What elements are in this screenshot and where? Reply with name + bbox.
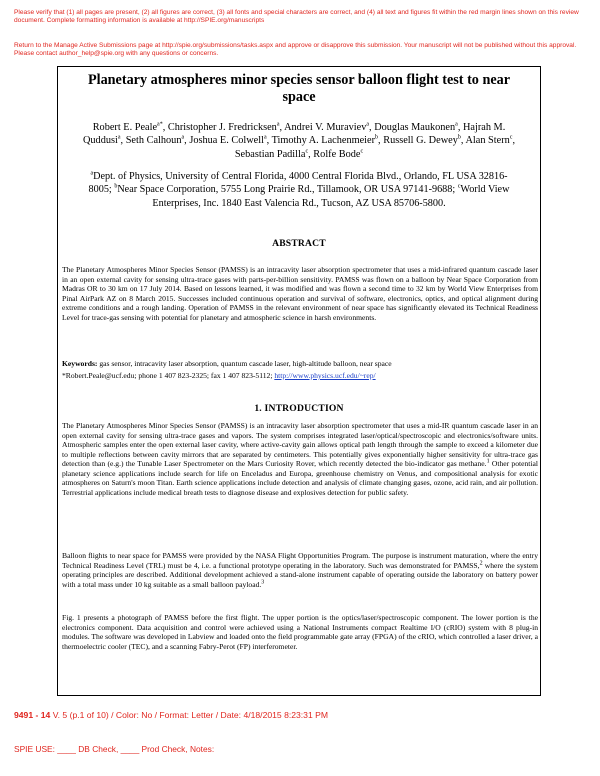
author-affiliation-mark: a	[181, 134, 185, 141]
affiliation-text: World View Enterprises, Inc. 1840 East Valencia Rd., Tucson, AZ USA 85706-5800.	[152, 184, 510, 209]
paper-title: Planetary atmospheres minor species sensor balloon flight test to near space	[87, 72, 511, 105]
author-list: Robert E. Peale$^{a*}$, Christopher J. Fredricksen$^a$, Andrei V. Muraviev$^a$, Douglas Maukonen$^a$, Hajrah M. Quddusi$^a$, Seth Calhoun$^a$, Joshua E. Colwell$^a$, Timothy A. Lachenmeier$^b$, Russell G. Dewey$^b$, Alan Stern$^c$, Sebastian Padilla$^c$, Rolfe Bode$^c$	[82, 121, 516, 160]
author-name: Sebastian Padilla	[234, 148, 306, 160]
intro-p1-text-a: The Planetary Atmospheres Minor Species Sensor (PAMSS) is an intracavity laser absorption spectrometer that uses a mid-IR quantum cascade laser in an open external cavity for sensing ultra-trace gases and vapors. The system comprises integrated laser/optical/spectroscopic and electronics/software units. Atmospheric samples enter the open external laser cavity, where active-cavity gain allows optical path length through the sample to exceed a kilometer due to multiple reflections between cavity mirrors that are separated by centimeters. This potentially gives exponentially higher sensitivity for ultra-trace gas detection than (e.g.) the Tunable Laser Spectrometer on the Mars Curiosity Rover, which recently detected the bio-indicator gas methane.	[62, 421, 538, 469]
author-affiliation-mark: c	[509, 134, 513, 141]
keywords-text: gas sensor, intracavity laser absorption, quantum cascade laser, high-altitude balloon, near space	[97, 359, 392, 368]
intro-paragraph-1	[62, 421, 538, 497]
spie-use-footer: SPIE USE: ____ DB Check, ____ Prod Check, Notes:	[14, 744, 215, 754]
abstract-text: The Planetary Atmospheres Minor Species Sensor (PAMSS) is an intracavity laser absorption spectrometer that uses a mid-infrared quantum cascade laser in an open external cavity for sensing ultra-trace gases with parts-per-billion sensitivity. PAMSS was flown on a balloon by Near Space Corporation from Madras OR to 30 km on 17 July 2014. Based on lessons learned, it was modified and was flown a second time to 32 km by World View Enterprises from Pinal AirPark AZ on 8 March 2015. Successes included continuous operation and survival of software, electronics, optics, and optical alignment during extreme conditions and a rough landing. Operation of PAMSS in the relevant environment of near space has significantly elevated its Technical Readiness Level for trace-gas sensing with potential for planetary and atmospheric science in harsh environments.	[62, 265, 538, 322]
intro-p1-text-b: Other potential planetary science applications include search for life on Enceladus and Europa, greenhouse chemistry on Venus, and compositional analysis for exotic atmospheres on Saturn's moon Titan. Earth science applications include detection and analysis of climate changing gases, ozone, acid rain, and air pollution. Terrestrial applications include medical breath tests to diagnose disease and explosives detection for public safety.	[62, 459, 538, 497]
approval-notice: Return to the Manage Active Submissions page at http://spie.org/submissions/tasks.aspx and approve or disapprove this submission. Your manuscript will not be published without this approval. Please contact author_help@spie.org with any questions or concerns.	[14, 42, 577, 58]
author-name: Timothy A. Lachenmeier	[271, 135, 376, 147]
author-name: Andrei V. Muraviev	[284, 122, 367, 133]
affiliation-text: Near Space Corporation, 5755 Long Prairie Rd., Tillamook, OR USA 97141-9688;	[117, 184, 458, 196]
author-affiliation-mark: a	[455, 121, 458, 128]
submission-info: V. 5 (p.1 of 10) / Color: No / Format: Letter / Date: 4/18/2015 8:23:31 PM	[50, 710, 329, 720]
affiliations	[57, 170, 541, 210]
intro-paragraph-3: Fig. 1 presents a photograph of PAMSS before the first flight. The upper portion is the optics/laser/spectroscopic component. The lower portion is the electronics component. Data acquisition and control were achieved using a National Instruments compact Realtime I/O (cRIO) system with 8 plug-in modules. The software was developed in Labview and loaded onto the field programmable gate array (FPGA) of the cRIO, which controlled a laser driver, a thermoelectric cooler (TEC), and a scanning Fabry-Perot (FP) interferometer.	[62, 613, 538, 651]
reference-1: 1	[486, 458, 490, 465]
contact-text: *Robert.Peale@ucf.edu; phone 1 407 823-2325; fax 1 407 823-5112;	[62, 371, 275, 380]
author-affiliation-mark: a	[276, 121, 280, 128]
author-affiliation-mark: a	[263, 134, 267, 141]
author-affiliation-mark: a	[117, 134, 121, 141]
review-instructions-notice: Please verify that (1) all pages are present, (2) all figures are correct, (3) all fonts and special characters are correct, and (4) all text and figures fit within the red margin lines shown on this review document. Complete formatting information is available at http://SPIE.org/manuscripts	[14, 9, 579, 25]
author-name: Rolfe Bode	[313, 148, 361, 160]
manuscript-id: 9491 - 14	[14, 710, 51, 720]
introduction-heading: 1. INTRODUCTION	[254, 403, 344, 414]
keywords-label: Keywords:	[62, 359, 98, 368]
author-name: Robert E. Peale	[92, 122, 158, 133]
submission-info-footer	[14, 710, 328, 720]
author-name: Alan Stern	[465, 135, 510, 147]
author-name: Douglas Maukonen	[374, 122, 456, 133]
author-name: Russell G. Dewey	[383, 135, 458, 147]
affiliation-key: c	[457, 184, 461, 191]
author-affiliation-mark: c	[360, 148, 364, 155]
author-name: Joshua E. Colwell	[189, 135, 264, 147]
reference-3: 3	[261, 579, 265, 586]
author-affiliation-mark: b	[457, 134, 461, 141]
intro-p2-text-b: where the system operating principles are described. Additional development achieved a stand-alone instrument capable of operating outside the laboratory on battery power with a total mass under 10 kg suitable as a small balloon payload.	[62, 560, 538, 589]
author-affiliation-mark: a	[366, 121, 370, 128]
author-name: Seth Calhoun	[125, 135, 182, 147]
keywords-line	[62, 359, 538, 369]
intro-paragraph-2	[62, 551, 538, 589]
author-name: Hajrah M. Quddusi	[82, 122, 506, 147]
author-affiliation-mark: b	[375, 134, 379, 141]
abstract-heading: ABSTRACT	[272, 238, 326, 249]
contact-line	[62, 371, 538, 381]
intro-p2-text-a: Balloon flights to near space for PAMSS were provided by the NASA Flight Opportunities Program. The purpose is instrument maturation, where the entry Technical Readiness Level (TRL) must be 4, i.e. a functional prototype operating in the laboratory. Such was demonstrated for PAMSS,	[62, 551, 538, 570]
author-affiliation-mark: a*	[157, 121, 163, 128]
reference-2: 2	[479, 560, 483, 567]
author-affiliation-mark: c	[305, 148, 309, 155]
affiliation-key: a	[90, 170, 94, 177]
affiliation-text: Dept. of Physics, University of Central Florida, 4000 Central Florida Blvd., Orlando, FL USA 32816-8005;	[88, 171, 508, 196]
author-homepage-link[interactable]: http://www.physics.ucf.edu/~rep/	[274, 371, 376, 380]
affiliation-key: b	[114, 184, 118, 191]
author-name: Christopher J. Fredricksen	[167, 122, 277, 133]
